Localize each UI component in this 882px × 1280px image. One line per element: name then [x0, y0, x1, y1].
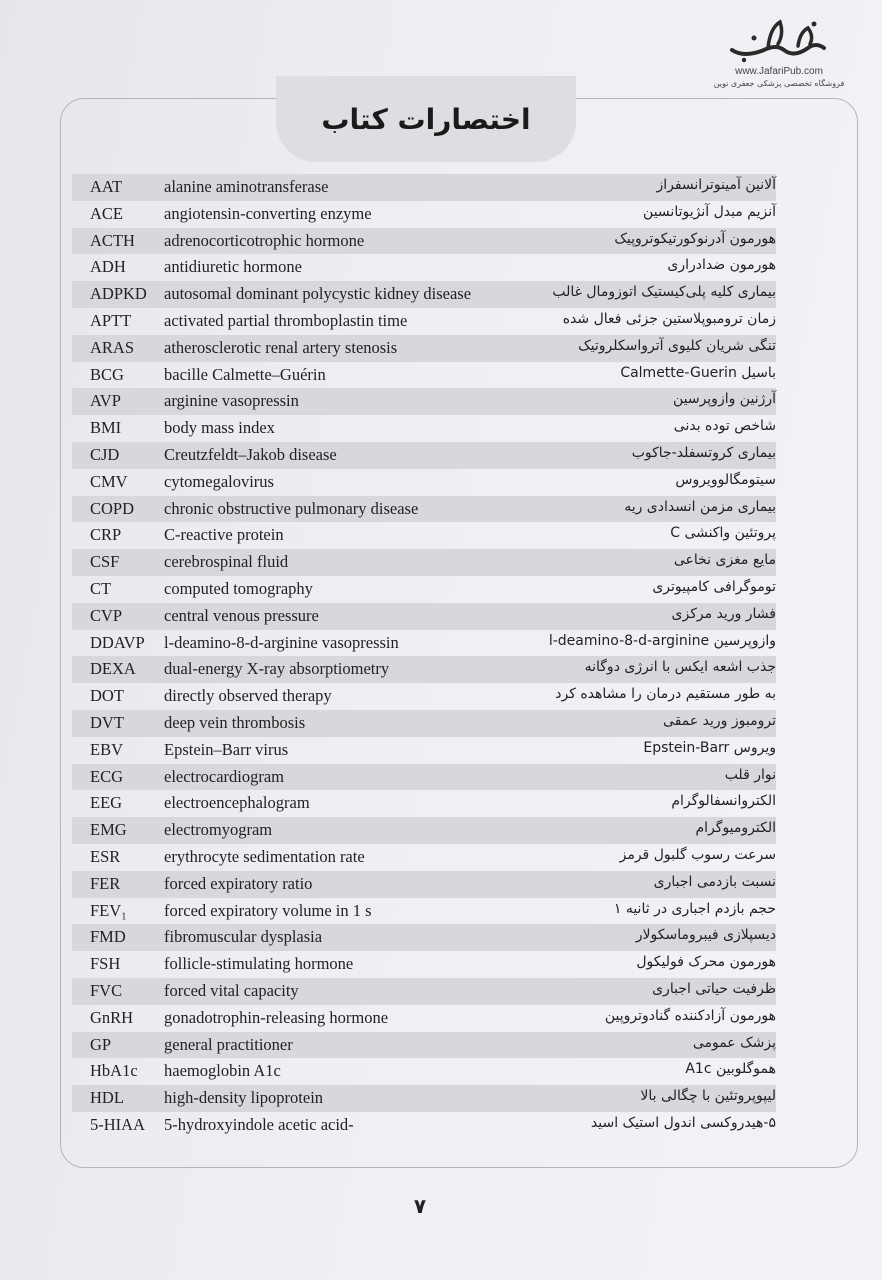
abbreviation: FSH	[90, 954, 121, 974]
english-term: electromyogram	[164, 820, 273, 840]
english-term: l-deamino-8-d-arginine vasopressin	[164, 632, 399, 652]
english-term: antidiuretic hormone	[164, 257, 302, 277]
english-term: cytomegalovirus	[164, 471, 274, 491]
persian-term: آلانین آمینوترانسفراز	[656, 177, 776, 193]
table-row	[72, 844, 776, 871]
table-row	[72, 388, 776, 415]
persian-term: بیماری مزمن انسدادی ریه	[624, 498, 776, 515]
persian-term: الکتروانسفالوگرام	[671, 793, 776, 810]
persian-term: مایع مغزی نخاعی	[673, 552, 776, 569]
table-row	[72, 228, 776, 255]
persian-term: سرعت رسوب گلبول قرمز	[619, 846, 776, 863]
english-term: bacille Calmette–Guérin	[164, 364, 326, 384]
table-row	[72, 898, 776, 925]
abbreviation: DDAVP	[90, 632, 145, 652]
persian-term: تنگی شریان کلیوی آترواسکلروتیک	[578, 337, 776, 354]
persian-term: ظرفیت حیاتی اجباری	[652, 980, 776, 997]
abbreviation: DEXA	[90, 659, 136, 679]
english-term: cerebrospinal fluid	[164, 552, 289, 572]
english-term: Creutzfeldt–Jakob disease	[164, 444, 337, 464]
abbreviation: GnRH	[90, 1007, 134, 1027]
persian-term: به طور مستقیم درمان را مشاهده کرد	[555, 686, 776, 703]
table-row	[72, 871, 776, 898]
english-term: alanine aminotransferase	[164, 177, 329, 196]
english-term: computed tomography	[164, 578, 313, 598]
table-row	[72, 924, 776, 951]
persian-term: جذب اشعه ایکس با انرژی دوگانه	[584, 659, 776, 676]
persian-term: هورمون آزادکننده گنادوتروپین	[604, 1007, 776, 1024]
persian-term: آرژنین وازوپرسین	[672, 391, 776, 408]
table-row	[72, 603, 776, 630]
table-row	[72, 308, 776, 335]
persian-term: دیسپلازی فیبروماسکولار	[635, 927, 776, 944]
abbreviation: ACE	[90, 203, 123, 223]
table-row	[72, 335, 776, 362]
table-row	[72, 1085, 776, 1112]
english-term: 5-hydroxyindole acetic acid-	[164, 1114, 354, 1134]
english-term: gonadotrophin-releasing hormone	[164, 1007, 389, 1027]
abbreviation: ACTH	[90, 230, 135, 250]
abbreviation: GP	[90, 1034, 112, 1054]
table-row	[72, 415, 776, 442]
english-term: activated partial thromboplastin time	[164, 310, 408, 330]
table-row	[72, 1005, 776, 1032]
table-row	[72, 683, 776, 710]
abbreviation: CJD	[90, 444, 120, 464]
abbreviation: 5-HIAA	[90, 1114, 145, 1134]
abbreviation: FVC	[90, 980, 123, 1000]
english-term: electrocardiogram	[164, 766, 285, 786]
abbreviation: EMG	[90, 820, 127, 840]
table-row	[72, 737, 776, 764]
persian-term: وازوپرسین l-deamino-8-d-arginine	[548, 632, 776, 649]
publisher-url: www.JafariPub.com	[735, 66, 823, 77]
english-term: Epstein–Barr virus	[164, 739, 289, 759]
publisher-subtitle: فروشگاه تخصصی پزشکی جعفری نوین	[713, 79, 845, 88]
abbreviation: EEG	[90, 793, 123, 813]
english-term: fibromuscular dysplasia	[164, 927, 323, 947]
persian-term: نوار قلب	[724, 766, 776, 783]
english-term: forced expiratory ratio	[164, 873, 313, 893]
abbreviation: AAT	[90, 177, 123, 196]
page-title: اختصارات کتاب	[321, 102, 531, 136]
english-term: high-density lipoprotein	[164, 1088, 324, 1108]
publisher-logo	[704, 14, 854, 88]
abbreviation: HDL	[90, 1088, 124, 1108]
english-term: body mass index	[164, 418, 275, 438]
persian-term: ترومبوز ورید عمقی	[663, 712, 776, 729]
english-term: forced expiratory volume in 1 s	[164, 900, 372, 920]
abbreviation: AVP	[90, 391, 121, 411]
persian-term: زمان ترومبوپلاستین جزئی فعال شده	[562, 310, 776, 327]
abbreviation: CVP	[90, 605, 123, 625]
table-row	[72, 362, 776, 389]
abbreviation: CRP	[90, 525, 122, 545]
persian-term: هورمون محرک فولیکول	[636, 954, 776, 971]
persian-term: بیماری کلیه پلی‌کیستیک اتوزومال غالب	[552, 284, 776, 301]
abbreviation: FMD	[90, 927, 126, 947]
persian-term: باسیل Calmette-Guerin	[620, 364, 776, 381]
persian-term: بیماری کروتسفلد-جاکوب	[631, 444, 776, 461]
table-row	[72, 1032, 776, 1059]
table-row	[72, 630, 776, 657]
publisher-calligraphy-logo-icon	[724, 14, 834, 64]
english-term: electroencephalogram	[164, 793, 310, 813]
persian-term: سیتومگالوویروس	[675, 471, 776, 488]
persian-term: هورمون آدرنوکورتیکوتروپیک	[614, 230, 776, 247]
abbreviation: BCG	[90, 364, 124, 384]
abbreviation: FEV₁	[90, 900, 127, 920]
table-row	[72, 576, 776, 603]
persian-term: فشار ورید مرکزی	[671, 605, 776, 622]
english-term: autosomal dominant polycystic kidney disease	[164, 284, 472, 304]
abbreviation: ADPKD	[90, 284, 147, 304]
persian-term: الکترومیوگرام	[695, 820, 776, 837]
english-term: C-reactive protein	[164, 525, 284, 545]
abbreviation: FER	[90, 873, 121, 893]
english-term: deep vein thrombosis	[164, 712, 306, 732]
persian-term: هورمون ضدادراری	[667, 257, 776, 274]
persian-term: حجم بازدم اجباری در ثانیه ۱	[613, 900, 776, 917]
abbreviation: COPD	[90, 498, 135, 518]
table-row	[72, 549, 776, 576]
table-row	[72, 1058, 776, 1085]
persian-term: ویروس Epstein-Barr	[643, 739, 776, 756]
english-term: haemoglobin A1c	[164, 1061, 281, 1081]
abbreviation: EBV	[90, 739, 123, 759]
persian-term: شاخص توده بدنی	[673, 418, 776, 435]
persian-term: توموگرافی کامپیوتری	[652, 578, 776, 595]
abbreviation-table	[72, 174, 776, 1139]
abbreviation: ECG	[90, 766, 123, 786]
english-term: forced vital capacity	[164, 980, 299, 1000]
abbreviation: CT	[90, 578, 112, 598]
english-term: arginine vasopressin	[164, 391, 299, 411]
abbreviation: BMI	[90, 418, 122, 438]
english-term: directly observed therapy	[164, 686, 332, 706]
abbreviation: CSF	[90, 552, 120, 572]
persian-term: لیپوپروتئین با چگالی بالا	[640, 1088, 776, 1105]
table-row	[72, 254, 776, 281]
english-term: general practitioner	[164, 1034, 293, 1054]
table-row	[72, 1112, 776, 1139]
abbreviation: CMV	[90, 471, 128, 491]
persian-term: پروتئین واکنشی C	[670, 525, 776, 542]
persian-term: پزشک عمومی	[692, 1034, 776, 1051]
table-row	[72, 469, 776, 496]
table-row	[72, 496, 776, 523]
english-term: angiotensin-converting enzyme	[164, 203, 372, 223]
table-row	[72, 201, 776, 228]
table-row	[72, 281, 776, 308]
table-row	[72, 656, 776, 683]
table-row	[72, 442, 776, 469]
abbreviation: ARAS	[90, 337, 135, 357]
english-term: follicle-stimulating hormone	[164, 954, 354, 974]
english-term: chronic obstructive pulmonary disease	[164, 498, 419, 518]
english-term: central venous pressure	[164, 605, 319, 625]
table-row	[72, 951, 776, 978]
persian-term: نسبت بازدمی اجباری	[653, 873, 776, 890]
table-row	[72, 710, 776, 737]
table-row	[72, 174, 776, 201]
english-term: dual-energy X-ray absorptiometry	[164, 659, 390, 679]
persian-term: آنزیم مبدل آنژیوتانسین	[643, 203, 776, 220]
table-row	[72, 764, 776, 791]
abbreviation: HbA1c	[90, 1061, 138, 1081]
persian-term: هموگلوبین A1c	[685, 1061, 776, 1078]
english-term: atherosclerotic renal artery stenosis	[164, 337, 398, 357]
persian-term: ۵-هیدروکسی اندول استیک اسید	[590, 1114, 776, 1131]
abbreviation: APTT	[90, 310, 132, 330]
table-row	[72, 522, 776, 549]
english-term: adrenocorticotrophic hormone	[164, 230, 365, 250]
abbreviation: ESR	[90, 846, 121, 866]
table-row	[72, 790, 776, 817]
abbreviation: ADH	[90, 257, 126, 277]
table-row	[72, 978, 776, 1005]
english-term: erythrocyte sedimentation rate	[164, 846, 365, 866]
abbreviation: DOT	[90, 686, 124, 706]
abbreviation: DVT	[90, 712, 124, 732]
table-row	[72, 817, 776, 844]
title-tab	[276, 76, 576, 162]
page-number: ۷	[413, 1194, 427, 1218]
